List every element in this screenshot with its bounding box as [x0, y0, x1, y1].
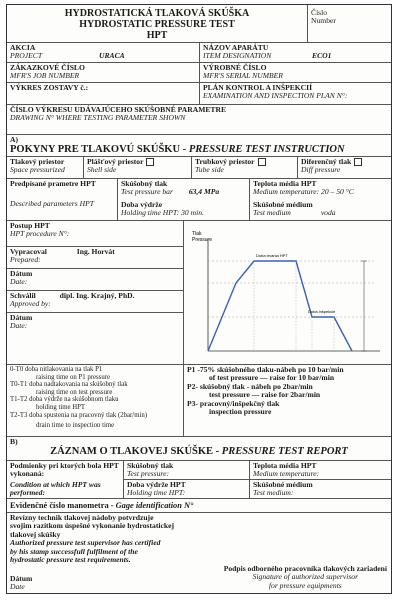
title-en: HYDROSTATIC PRESSURE TEST [79, 19, 235, 30]
timeline-2: T0-T1 doba nadtakovania na skúšobný tlak [10, 381, 128, 389]
number-label: Number [311, 16, 336, 26]
section-b-header [7, 437, 391, 461]
postup-label: Postup HPT [10, 221, 50, 230]
vyp-sk: Vypracoval [10, 247, 47, 256]
timeline-cell-2 [7, 421, 183, 436]
sig-date: Date [10, 582, 25, 592]
proc-label: HPT procedure N°: [10, 229, 70, 239]
report-doba-sk: Doba výdrže HPT [127, 480, 186, 489]
pred-sk: Predpísané prametre HPT [10, 179, 96, 188]
tube-checkbox[interactable] [258, 158, 266, 166]
timeline-7: drain time to inspection time [36, 422, 115, 429]
vykres-label: VÝKRES ZOSTAVY č.: [10, 83, 89, 92]
vykres-cell [7, 83, 199, 104]
cislo-label: Číslo [311, 8, 328, 17]
timeline-1: raising time on P1 pressure [36, 373, 110, 381]
note-4: P3- pracovný/inšpekčný tlak [187, 398, 280, 408]
medium-sk: Skúšobné médium [253, 199, 313, 209]
datum1-sk: Dátum [10, 269, 33, 278]
item-cell [199, 43, 391, 62]
cond-en: Condition at which HPT was performed: [10, 479, 101, 498]
title-sk: HYDROSTATICKÁ TLAKOVÁ SKÚŠKA [64, 8, 250, 19]
nazov-label: NÁZOV APARÁTU [203, 43, 269, 52]
medium-en: Test medium [253, 208, 291, 218]
plan-sk-label: PLÁN KONTROL A INŠPEKCIÍ [203, 83, 313, 92]
note-5: inspection pressure [209, 407, 272, 417]
note-0: P1 -75% skúšobného tlaku-nábeh po 10 bar/min [187, 365, 344, 374]
sig-right-en1: Signature of authorized supervisor [252, 572, 359, 582]
report-medium-en: Test medium: [253, 488, 294, 498]
report-teplota-en: Medium temperature: [253, 469, 320, 479]
project-label: PROJECT [10, 51, 43, 61]
timeline-5: holding time HPT [36, 403, 86, 411]
item-value: ECO1 [312, 51, 332, 60]
pred-en: Described parameters HPT [10, 199, 94, 209]
timeline-0: 0-T0 doba nitlakovania na tlak P1 [10, 366, 103, 373]
plan-en-label: EXAMINATION AND INSPECTION PLAN N°: [203, 91, 348, 101]
akcia-label: AKCIA [10, 43, 36, 52]
report-teplota-sk: Teplota média HPT [253, 461, 317, 470]
form-header [7, 5, 391, 43]
graph-inspection-label: Doba inšpekcie [308, 309, 336, 314]
timeline-region-2 [7, 421, 391, 437]
tp-en: Space pressurized [10, 165, 65, 175]
signature-cell [7, 513, 391, 593]
section-a-title-sk: POKYNY PRE TLAKOVÚ SKÚŠKU - [10, 144, 187, 156]
tlak-en: Test pressure bar [121, 187, 173, 197]
shell-en: Shell side [87, 165, 117, 175]
report-doba-en: Holding time HPT: [127, 488, 186, 498]
report-row [7, 461, 391, 499]
project-row [7, 43, 391, 63]
manometer-en: Gage identification N° [115, 501, 194, 510]
section-b-cell [7, 437, 391, 460]
timeline-3: raising time on test pressure [36, 388, 113, 396]
report-medium-sk: Skúšobné médium [253, 480, 313, 489]
note-3: test pressure — raise for 2bar/min [209, 390, 321, 400]
report-tlak-sk: Skúšobný tlak [127, 461, 174, 470]
schv-en: Approved by: [10, 299, 51, 309]
sig-l5: by his stamp successfull fulfilment of the [10, 546, 138, 556]
pred-cell [7, 179, 117, 220]
plan-cell [199, 83, 391, 104]
tube-cell[interactable] [191, 157, 297, 178]
drawing-no-row [7, 105, 391, 135]
diff-checkbox[interactable] [354, 158, 362, 166]
prepared-box [7, 247, 183, 269]
section-a-header [7, 135, 391, 157]
tlak-sk: Skúšobný tlak [121, 179, 168, 188]
space-cell [7, 157, 83, 178]
project-cell [7, 43, 199, 62]
drawing-no-cell [7, 105, 391, 134]
schv-sk: Schválil [10, 291, 36, 300]
report-tlak-en: Test pressure: [127, 469, 169, 479]
temp-medium-cell [249, 179, 391, 220]
section-b-title-en: PRESSURE TEST REPORT [221, 446, 348, 458]
shell-cell[interactable] [83, 157, 191, 178]
sig-l1: Revízny technik tlakovej nádoby potvrdzuje [10, 513, 154, 522]
postup-box [7, 221, 183, 247]
pressure-graph [184, 221, 391, 363]
title-abbr: HPT [146, 30, 168, 41]
shell-sk: Plášťový priestor [87, 157, 144, 166]
sig-right-en2: for pressure equipments [268, 580, 342, 590]
hpt-form [6, 4, 392, 594]
space-row [7, 157, 391, 179]
tp-sk: Tlakový priestor [10, 157, 65, 166]
doba-en: Holding time HPT: 30 min. [121, 208, 204, 218]
section-b-letter: B) [10, 437, 18, 446]
sig-l2: svojim razítkom úspešné vykonanie hydrostatickej [10, 521, 174, 531]
zak-label: ZÁKAZKOVÉ ČÍSLO [10, 63, 85, 72]
sig-l4: Authorized pressure test supervisor has certified [10, 538, 161, 548]
report-medium-box[interactable] [250, 480, 391, 498]
tube-en: Tube side [195, 165, 224, 175]
note-2: P2- skúšobný tlak - nábeh po 2bar/min [187, 381, 313, 391]
date1-box [7, 269, 183, 291]
sig-right-sk: Podpis odborného pracovníka tlakových zariadení [223, 564, 387, 573]
timeline-4: T1-T2 doba výdrže na skúšobnom tlaku [10, 396, 119, 404]
job-row [7, 63, 391, 83]
sig-l3: tlakovej skúšky [10, 529, 61, 539]
serial-cell [199, 63, 391, 82]
date2-en: Date: [10, 321, 28, 331]
signature-date[interactable] [10, 575, 32, 592]
graph-y-label: Tlak [192, 231, 202, 237]
graph-y-label2: Pressure [192, 237, 213, 243]
graph-test-label: Doba trvania HPT [256, 253, 288, 258]
timeline-region [7, 365, 391, 421]
report-teplota-box[interactable] [250, 461, 391, 480]
procedure-left [7, 221, 183, 364]
teplota-en: Medium temperature: 20 – 50 °C [253, 187, 354, 197]
datum2-sk: Dátum [10, 313, 33, 322]
doba-sk: Doba výdrže [121, 199, 163, 209]
manometer-sk: Evidenčné číslo manometra - [10, 501, 114, 510]
date1-en: Date: [10, 277, 28, 287]
params-row [7, 179, 391, 221]
section-b-title-sk: ZÁZNAM O TLAKOVEJ SKÚŠKE - [50, 446, 220, 458]
medium-value: voda [320, 208, 336, 218]
sig-datum: Dátum [10, 574, 33, 583]
procedure-region [7, 221, 391, 365]
supervisor-signature[interactable] [224, 565, 387, 590]
vyp-en: Prepared: [10, 255, 41, 265]
diff-sk: Diferenčný tlak [301, 157, 352, 166]
mfr-serial-label: MFR'S SERIAL NUMBER [203, 71, 283, 81]
graph-cell [183, 221, 391, 364]
drawing-row [7, 83, 391, 105]
report-mid [123, 461, 249, 498]
note-1: of test pressure — raise for 10 bar/min [209, 373, 335, 383]
title-block [7, 5, 307, 42]
timeline-cell [7, 365, 183, 421]
diff-en: Diff pressure [301, 165, 341, 175]
notes-cell-2 [183, 421, 391, 436]
mfr-job-label: MFR'S JOB NUMBER [10, 71, 80, 81]
cond-cell [7, 461, 123, 498]
approved-box [7, 291, 183, 313]
job-cell [7, 63, 199, 82]
report-right [249, 461, 391, 498]
number-cell [307, 5, 391, 42]
teplota-sk: Teplota média HPT [253, 179, 317, 188]
graph-curve [208, 261, 352, 351]
manometer-cell[interactable] [7, 499, 391, 512]
vyr-label: VÝROBNÉ ČÍSLO [203, 63, 267, 72]
tlak-value: 63,4 MPa [188, 187, 220, 197]
schv-name: dipl. Ing. Krajný, PhD. [59, 291, 135, 300]
drawing-no-sk: ČÍSLO VÝKRESU UDÁVAJÚCEHO SKÚŠOBNÉ PARAMETRE [10, 105, 227, 114]
sig-l6: hydrostatic pressure test requirements. [10, 555, 131, 565]
tube-sk: Trubkový priestor [195, 157, 255, 166]
report-tlak-box[interactable] [124, 461, 249, 480]
section-a-letter: A) [10, 135, 19, 144]
report-doba-box[interactable] [124, 480, 249, 498]
drawing-no-en: DRAWING N° WHERE TESTING PARAMETER SHOWN [10, 113, 186, 123]
project-value: URACA [99, 51, 125, 60]
timeline-6: T2-T3 doba spustenia na pracovný tlak (2bar/min) [10, 411, 148, 419]
section-a-cell [7, 135, 391, 156]
signature-region [7, 513, 391, 593]
pressure-time-cell [117, 179, 249, 220]
vyp-name: Ing. Horvát [76, 247, 115, 256]
manometer-row [7, 499, 391, 513]
diff-cell[interactable] [297, 157, 391, 178]
shell-checkbox[interactable] [146, 158, 154, 166]
item-label: ITEM DESIGNATION [203, 51, 272, 61]
section-a-title-en: PRESSURE TEST INSTRUCTION [188, 144, 345, 156]
notes-cell [183, 365, 391, 421]
date2-box [7, 313, 183, 335]
cond-sk: Podmienky pri ktorých bola HPT vykonaná: [10, 461, 119, 479]
